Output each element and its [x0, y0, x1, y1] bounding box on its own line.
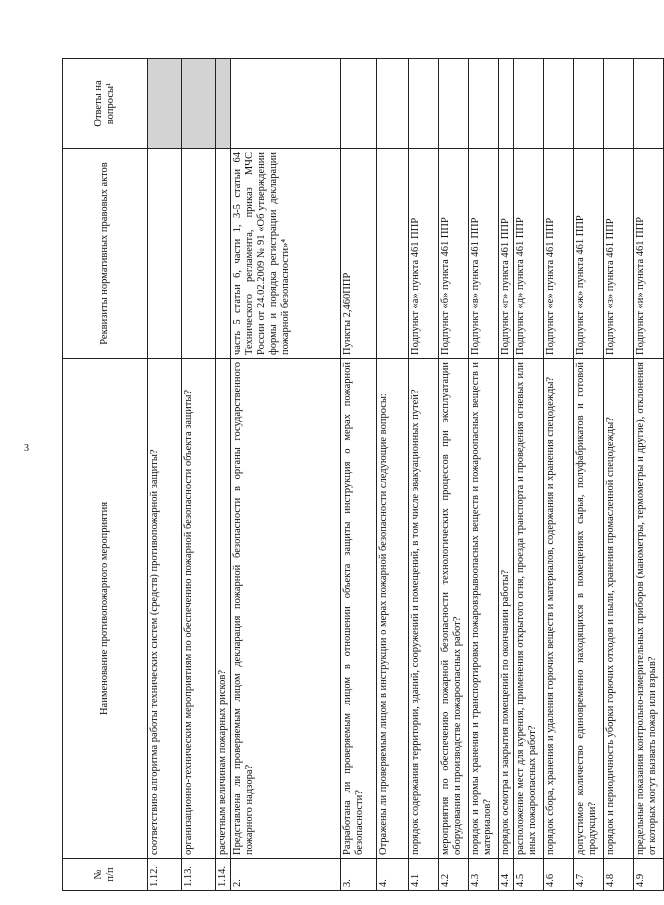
row-answer	[216, 59, 231, 149]
table-row	[377, 59, 409, 891]
row-measure: порядок осмотра и закрытия помещений по окончании работы?	[499, 359, 514, 859]
row-answer	[514, 59, 544, 149]
table-row	[574, 59, 604, 891]
header-answers: Ответы на вопросы¹	[63, 59, 148, 149]
row-measure: Отражены ли проверяемым лицом в инструкции о мерах пожарной безопасности следующие вопросы:	[377, 359, 409, 859]
row-requisites: часть 5 статьи 6, части 1, 3-5 статьи 64 Технического регламента, приказ МЧС России от 24.02.2009 № 91 «Об утверждении формы и порядка регистрации декларации пожарной безопасности»⁴	[231, 149, 341, 359]
row-number: 4.7	[574, 859, 604, 891]
row-requisites: Пункты 2,460ППР	[341, 149, 377, 359]
row-requisites	[182, 149, 216, 359]
row-number: 4.4	[499, 859, 514, 891]
row-measure: порядок содержания территории, зданий, сооружений и помещений, в том числе эвакуационных путей?	[409, 359, 439, 859]
row-requisites	[148, 149, 182, 359]
row-number: 4.6	[544, 859, 574, 891]
table-row	[148, 59, 182, 891]
row-number: 3.	[341, 859, 377, 891]
row-answer	[544, 59, 574, 149]
row-requisites	[216, 149, 231, 359]
row-number: 4.9	[634, 859, 664, 891]
row-answer	[604, 59, 634, 149]
row-answer	[439, 59, 469, 149]
table-row	[439, 59, 469, 891]
row-requisites: Подпункт «з» пункта 461 ППР	[604, 149, 634, 359]
row-number: 4.	[377, 859, 409, 891]
header-num: № п/п	[63, 859, 148, 891]
table-row	[231, 59, 341, 891]
row-measure: Разработана ли проверяемым лицом в отношении объекта защиты инструкция о мерах пожарной безопасности?	[341, 359, 377, 859]
row-number: 4.2	[439, 859, 469, 891]
table-row	[499, 59, 514, 891]
row-requisites: Подпункт «ж» пункта 461 ППР	[574, 149, 604, 359]
row-answer	[341, 59, 377, 149]
row-answer	[377, 59, 409, 149]
row-measure: порядок и периодичность уборки горючих отходов и пыли, хранения промасленной спецодежды?	[604, 359, 634, 859]
row-number: 4.3	[469, 859, 499, 891]
header-name: Наименование противопожарного мероприятия	[63, 359, 148, 859]
table-row	[409, 59, 439, 891]
row-measure: предельные показания контрольно-измерительных приборов (манометры, термометры и другие), отклонения от которых могут вызвать пожар или взрыв?	[634, 359, 664, 859]
row-number: 4.1	[409, 859, 439, 891]
row-answer	[469, 59, 499, 149]
row-requisites: Подпункт «б» пункта 461 ППР	[439, 149, 469, 359]
row-measure: расположение мест для курения, применения открытого огня, проезда транспорта и проведения огневых или иных пожароопасных работ?	[514, 359, 544, 859]
row-number: 1.14.	[216, 859, 231, 891]
row-number: 1.12.	[148, 859, 182, 891]
table-row	[544, 59, 574, 891]
row-measure: порядок сбора, хранения и удаления горючих веществ и материалов, содержания и хранения спецодежды?	[544, 359, 574, 859]
table-row	[341, 59, 377, 891]
row-measure: мероприятия по обеспечению пожарной безопасности технологических процессов при эксплуатации оборудования и производстве пожароопасных работ?	[439, 359, 469, 859]
row-measure: организационно-техническим мероприятиям по обеспечению пожарной безопасности объекта защиты?	[182, 359, 216, 859]
row-requisites: Подпункт «а» пункта 461 ППР	[409, 149, 439, 359]
rotated-page	[62, 59, 658, 891]
row-requisites: Подпункт «в» пункта 461 ППР	[469, 149, 499, 359]
header-requisites: Реквизиты нормативных правовых актов	[63, 149, 148, 359]
row-number: 4.5	[514, 859, 544, 891]
row-answer	[634, 59, 664, 149]
row-requisites	[377, 149, 409, 359]
table-row	[634, 59, 664, 891]
row-answer	[499, 59, 514, 149]
row-measure: допустимое количество единовременно находящихся в помещениях сырья, полуфабрикатов и готовой продукции?	[574, 359, 604, 859]
row-requisites: Подпункт «г» пункта 461 ППР	[499, 149, 514, 359]
row-answer	[574, 59, 604, 149]
row-requisites: Подпункт «е» пункта 461 ППР	[544, 149, 574, 359]
row-requisites: Подпункт «и» пункта 461 ППР	[634, 149, 664, 359]
table-row	[514, 59, 544, 891]
row-measure: Представлена ли проверяемым лицом декларация пожарной безопасности в органы государственного пожарного надзора?	[231, 359, 341, 859]
row-answer	[231, 59, 341, 149]
table-row	[604, 59, 634, 891]
page-number: 3	[24, 443, 29, 454]
row-measure: порядок и нормы хранения и транспортировки пожаровзрывоопасных веществ и пожароопасных веществ и материалов?	[469, 359, 499, 859]
row-number: 4.8	[604, 859, 634, 891]
table-row	[182, 59, 216, 891]
table-row	[469, 59, 499, 891]
table-row	[216, 59, 231, 891]
row-number: 2.	[231, 859, 341, 891]
row-measure: расчетным величинам пожарных рисков?	[216, 359, 231, 859]
row-answer	[409, 59, 439, 149]
row-answer	[182, 59, 216, 149]
row-requisites: Подпункт «д» пункта 461 ППР	[514, 149, 544, 359]
row-number: 1.13.	[182, 859, 216, 891]
row-measure: соответствию алгоритма работы технических систем (средств) противопожарной защиты?	[148, 359, 182, 859]
row-answer	[148, 59, 182, 149]
table-header-row	[63, 59, 148, 891]
table-body	[148, 59, 664, 891]
checklist-table	[62, 58, 664, 891]
